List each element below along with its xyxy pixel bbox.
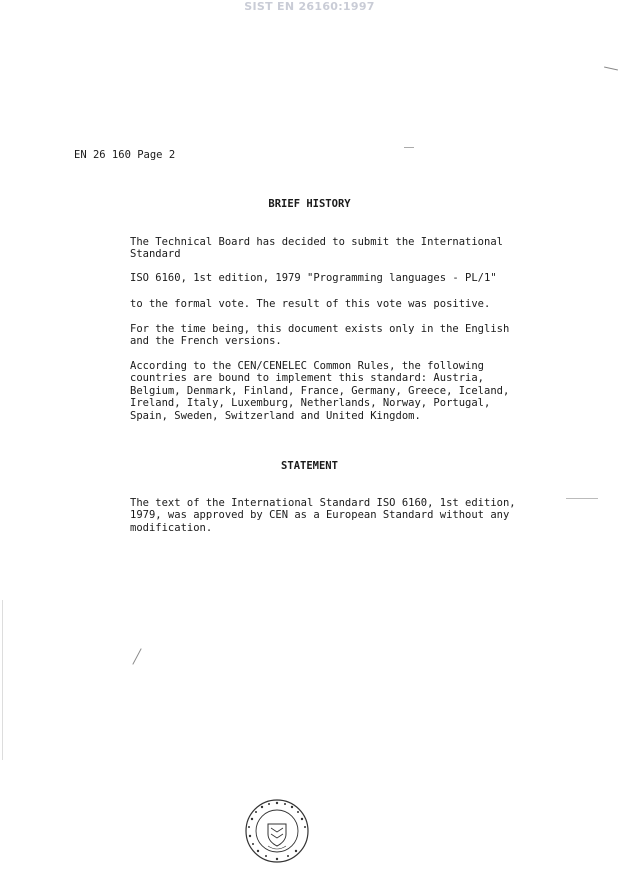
history-paragraph-3: to the formal vote. The result of this vote was positive. [130, 298, 491, 310]
statement-heading: STATEMENT [281, 460, 338, 472]
scan-mark [566, 498, 598, 499]
history-paragraph-1: The Technical Board has decided to submit the International Standard [130, 236, 503, 261]
history-paragraph-5: According to the CEN/CENELEC Common Rules, the following countries are bound to implement this standard: Austria, Belgium, Denmark, Finland, France, Germany, Greece, Iceland, Ireland, Italy, Luxemburg, Netherlands, Norway, Portugal, Spain, Sweden, Switzerland and United Kingdom. [130, 360, 510, 422]
scan-mark [2, 600, 3, 760]
watermark-text: SIST EN 26160:1997 [244, 0, 375, 13]
scan-mark [604, 67, 618, 71]
scan-mark [132, 648, 141, 664]
brief-history-heading: BRIEF HISTORY [268, 198, 351, 210]
page-header: EN 26 160 Page 2 [74, 149, 176, 161]
history-paragraph-4: For the time being, this document exists only in the English and the French versions. [130, 323, 510, 348]
scan-mark [404, 147, 414, 148]
official-stamp-icon [244, 798, 310, 864]
statement-paragraph: The text of the International Standard ISO 6160, 1st edition, 1979, was approved by CEN as a European Standard without any modification. [130, 497, 516, 534]
history-paragraph-2: ISO 6160, 1st edition, 1979 "Programming languages - PL/1" [130, 272, 497, 284]
